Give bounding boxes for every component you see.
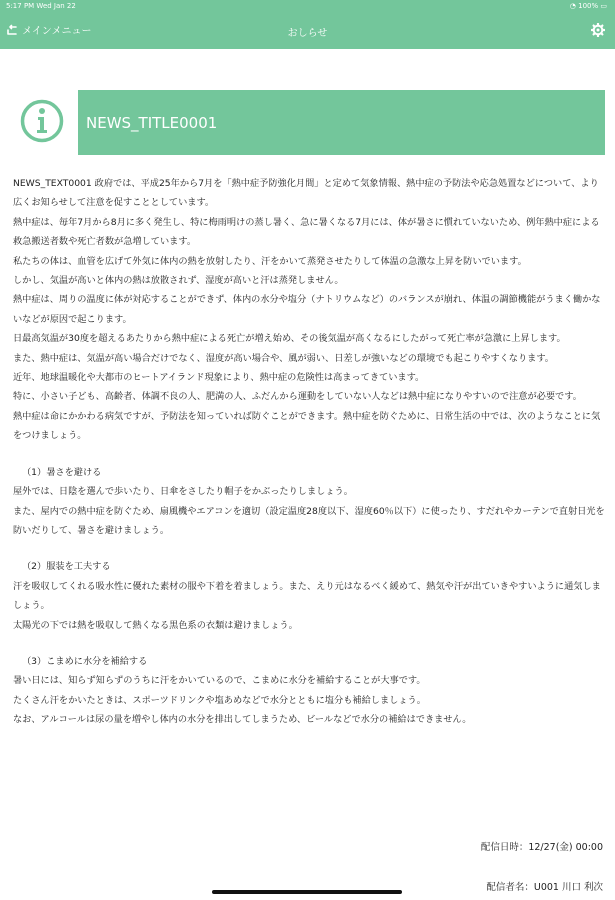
- nav-bar: [0, 14, 615, 49]
- news-paragraph: NEWS_TEXT0001 政府では、平成25年から7月を「熱中症予防強化月間」と定めて気象情報、熱中症の予防法や応急処置などについて、より広くお知らせして注意を促すこととしています。: [13, 178, 599, 209]
- battery-icon: ▭: [600, 2, 607, 10]
- status-bar: [0, 0, 615, 14]
- section-heading: （1）暑さを避ける: [22, 466, 102, 478]
- news-paragraph: 近年、地球温暖化や大都市のヒートアイランド現象により、熱中症の危険性は高まってきています。: [13, 372, 425, 384]
- news-paragraph: また、熱中症は、気温が高い場合だけでなく、湿度が高い場合や、風が弱い、日差しが強いなどの環境でも起こりやすくなります。: [13, 352, 554, 364]
- section-line: 汗を吸収してくれる吸水性に優れた素材の服や下着を着ましょう。また、えり元はなるべく緩めて、熱気や汗が出ていきやすいように通気しましょう。: [13, 580, 601, 612]
- news-header: [20, 90, 605, 155]
- section-line: 屋外では、日陰を選んで歩いたり、日傘をさしたり帽子をかぶったりしましょう。: [13, 486, 353, 498]
- publish-date: 配信日時：12/27(金) 00:00: [480, 842, 603, 853]
- section-heading: （2）服装を工夫する: [22, 561, 111, 573]
- battery-indicator: [570, 2, 607, 10]
- news-paragraph: 熱中症は、毎年7月から8月に多く発生し、特に梅雨明けの蒸し暑く、急に暑くなる7月には、体が暑さに慣れていないため、例年熱中症による救急搬送者数や死亡者数が急増しています。: [13, 216, 600, 248]
- back-button-label: メインメニュー: [22, 26, 92, 37]
- news-body: [13, 174, 605, 730]
- news-paragraph: 私たちの体は、血管を広げて外気に体内の熱を放射したり、汗をかいて蒸発させたりして体温の急激な上昇を防いでいます。: [13, 255, 527, 267]
- wifi-icon: ◔: [569, 2, 576, 10]
- gear-icon[interactable]: [591, 23, 605, 37]
- section-line: また、屋内での熱中症を防ぐため、扇風機やエアコンを適切（設定温度28度以下、湿度60％以下）に使ったり、すだれやカーテンで直射日光を防いだりして、暑さを避けましょう。: [13, 505, 605, 536]
- section-line: 太陽光の下では熱を吸収して熱くなる黒色系の衣類は避けましょう。: [13, 619, 298, 631]
- status-time-date: 5:17 PM Wed Jan 22: [6, 2, 76, 10]
- battery-percent: 100%: [578, 2, 599, 10]
- section-line: たくさん汗をかいたときは、スポーツドリンクや塩あめなどで水分とともに塩分も補給しましょう。: [13, 694, 426, 706]
- news-paragraph: 熱中症は命にかかわる病気ですが、予防法を知っていれば防ぐことができます。熱中症を防ぐために、日常生活の中では、次のようなことに気をつけましょう。: [13, 410, 601, 442]
- news-paragraph: 熱中症は、周りの温度に体が対応することができず、体内の水分や塩分（ナトリウムなど）のバランスが崩れ、体温の調節機能がうまく働かないなどが原因で起こります。: [13, 294, 601, 325]
- section-line: 暑い日には、知らず知らずのうちに汗をかいているので、こまめに水分を補給することが大事です。: [13, 675, 426, 687]
- publisher-name: 配信者名：U001 川口 利次: [486, 882, 603, 893]
- news-paragraph: しかし、気温が高いと体内の熱は放散されず、湿度が高いと汗は蒸発しません。: [13, 275, 344, 287]
- section-line: なお、アルコールは尿の量を増やし体内の水分を排出してしまうため、ビールなどで水分の補給はできません。: [13, 714, 472, 726]
- news-paragraph: 日最高気温が30度を超えるあたりから熱中症による死亡が増え始め、その後気温が高くなるにしたがって死亡率が急激に上昇します。: [13, 333, 566, 345]
- home-indicator[interactable]: [212, 890, 402, 894]
- page-title: おしらせ: [287, 28, 328, 39]
- news-title: NEWS_TITLE0001: [78, 90, 605, 155]
- section-heading: （3）こまめに水分を補給する: [22, 655, 148, 667]
- news-paragraph: 特に、小さい子ども、高齢者、体調不良の人、肥満の人、ふだんから運動をしていない人などは熱中症になりやすいので注意が必要です。: [13, 391, 582, 403]
- info-icon: [20, 99, 64, 143]
